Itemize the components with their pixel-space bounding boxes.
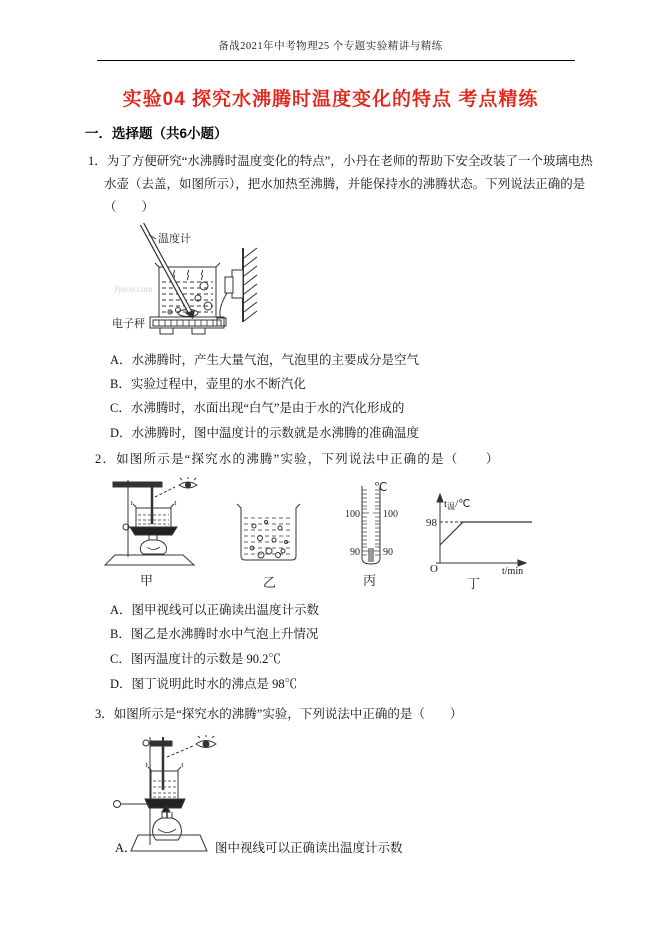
thermometer-label: 温度计 bbox=[158, 233, 191, 245]
fig-label-yi: 乙 bbox=[263, 575, 277, 590]
q2-option-c: C．图丙温度计的示数是 90.2℃ bbox=[110, 652, 281, 666]
fig-label-bing: 丙 bbox=[363, 573, 377, 588]
q2-option-b: B．图乙是水沸腾时水中气泡上升情况 bbox=[110, 627, 319, 641]
q2-figure-yi-beaker bbox=[236, 496, 302, 564]
q2-option-d: D．图丁说明此时水的沸点是 98℃ bbox=[110, 677, 298, 691]
q1-option-d: D．水沸腾时，图中温度计的示数就是水沸腾的准确温度 bbox=[110, 426, 420, 440]
header-divider bbox=[97, 60, 575, 61]
q2-figure-jia-stand bbox=[95, 477, 200, 569]
thermo-unit-label: ℃ bbox=[374, 480, 388, 494]
q3-option-a-text: 图中视线可以正确读出温度计示数 bbox=[215, 841, 403, 855]
question-3-stem: 3．如图所示是“探究水的沸腾”实验，下列说法中正确的是（ ） bbox=[95, 707, 463, 721]
page-header: 备战2021年中考物理25 个专题实验精讲与精练 bbox=[218, 41, 443, 52]
q2-figure-ding-graph bbox=[418, 490, 540, 578]
thermo-90-right: 90 bbox=[383, 547, 393, 558]
fig-label-ding: 丁 bbox=[467, 576, 481, 591]
q1-option-c: C．水沸腾时，水面出现“白气”是由于水的汽化形成的 bbox=[110, 401, 405, 415]
thermo-100-right: 100 bbox=[383, 509, 398, 520]
graph-y-axis-label: t温/℃ bbox=[444, 498, 471, 511]
q3-option-a-label: A． bbox=[115, 841, 137, 855]
watermark: Jyeoo.com bbox=[114, 284, 153, 294]
power-outlet-icon bbox=[217, 270, 243, 326]
graph-origin-label: O bbox=[430, 563, 438, 575]
thermo-90-left: 90 bbox=[350, 547, 360, 558]
question-2-stem: 2．如图所示是“探究水的沸腾”实验，下列说法中正确的是（ ） bbox=[95, 452, 500, 466]
q3-figure-stand bbox=[110, 733, 225, 855]
q1-option-a: A．水沸腾时，产生大量气泡，气泡里的主要成分是空气 bbox=[110, 353, 420, 367]
graph-98-label: 98 bbox=[426, 517, 437, 529]
q2-option-a: A．图甲视线可以正确读出温度计示数 bbox=[110, 603, 320, 617]
q1-option-b: B．实验过程中，壶里的水不断汽化 bbox=[110, 377, 306, 391]
scale-label: 电子秤 bbox=[112, 318, 145, 330]
electronic-scale-icon bbox=[150, 317, 224, 334]
eye-icon bbox=[167, 735, 216, 757]
q1-figure-kettle-on-scale bbox=[112, 222, 312, 347]
thermo-100-left: 100 bbox=[345, 509, 360, 520]
section-heading: 一．选择题（共6小题） bbox=[85, 126, 228, 141]
wall-icon bbox=[243, 248, 257, 322]
page-title: 实验04 探究水沸腾时温度变化的特点 考点精练 bbox=[122, 89, 539, 110]
question-1-stem: 1．为了方便研究“水沸腾时温度变化的特点”，小丹在老师的帮助下安全改装了一个玻璃电热水壶（去盖，如图所示），把水加热至沸腾，并能保持水的沸腾状态。下列说法正确的是（ ） bbox=[88, 154, 593, 214]
q2-figure-bing-thermometer bbox=[338, 478, 402, 568]
fig-label-jia: 甲 bbox=[140, 573, 154, 588]
graph-x-axis-label: t/min bbox=[502, 566, 524, 577]
